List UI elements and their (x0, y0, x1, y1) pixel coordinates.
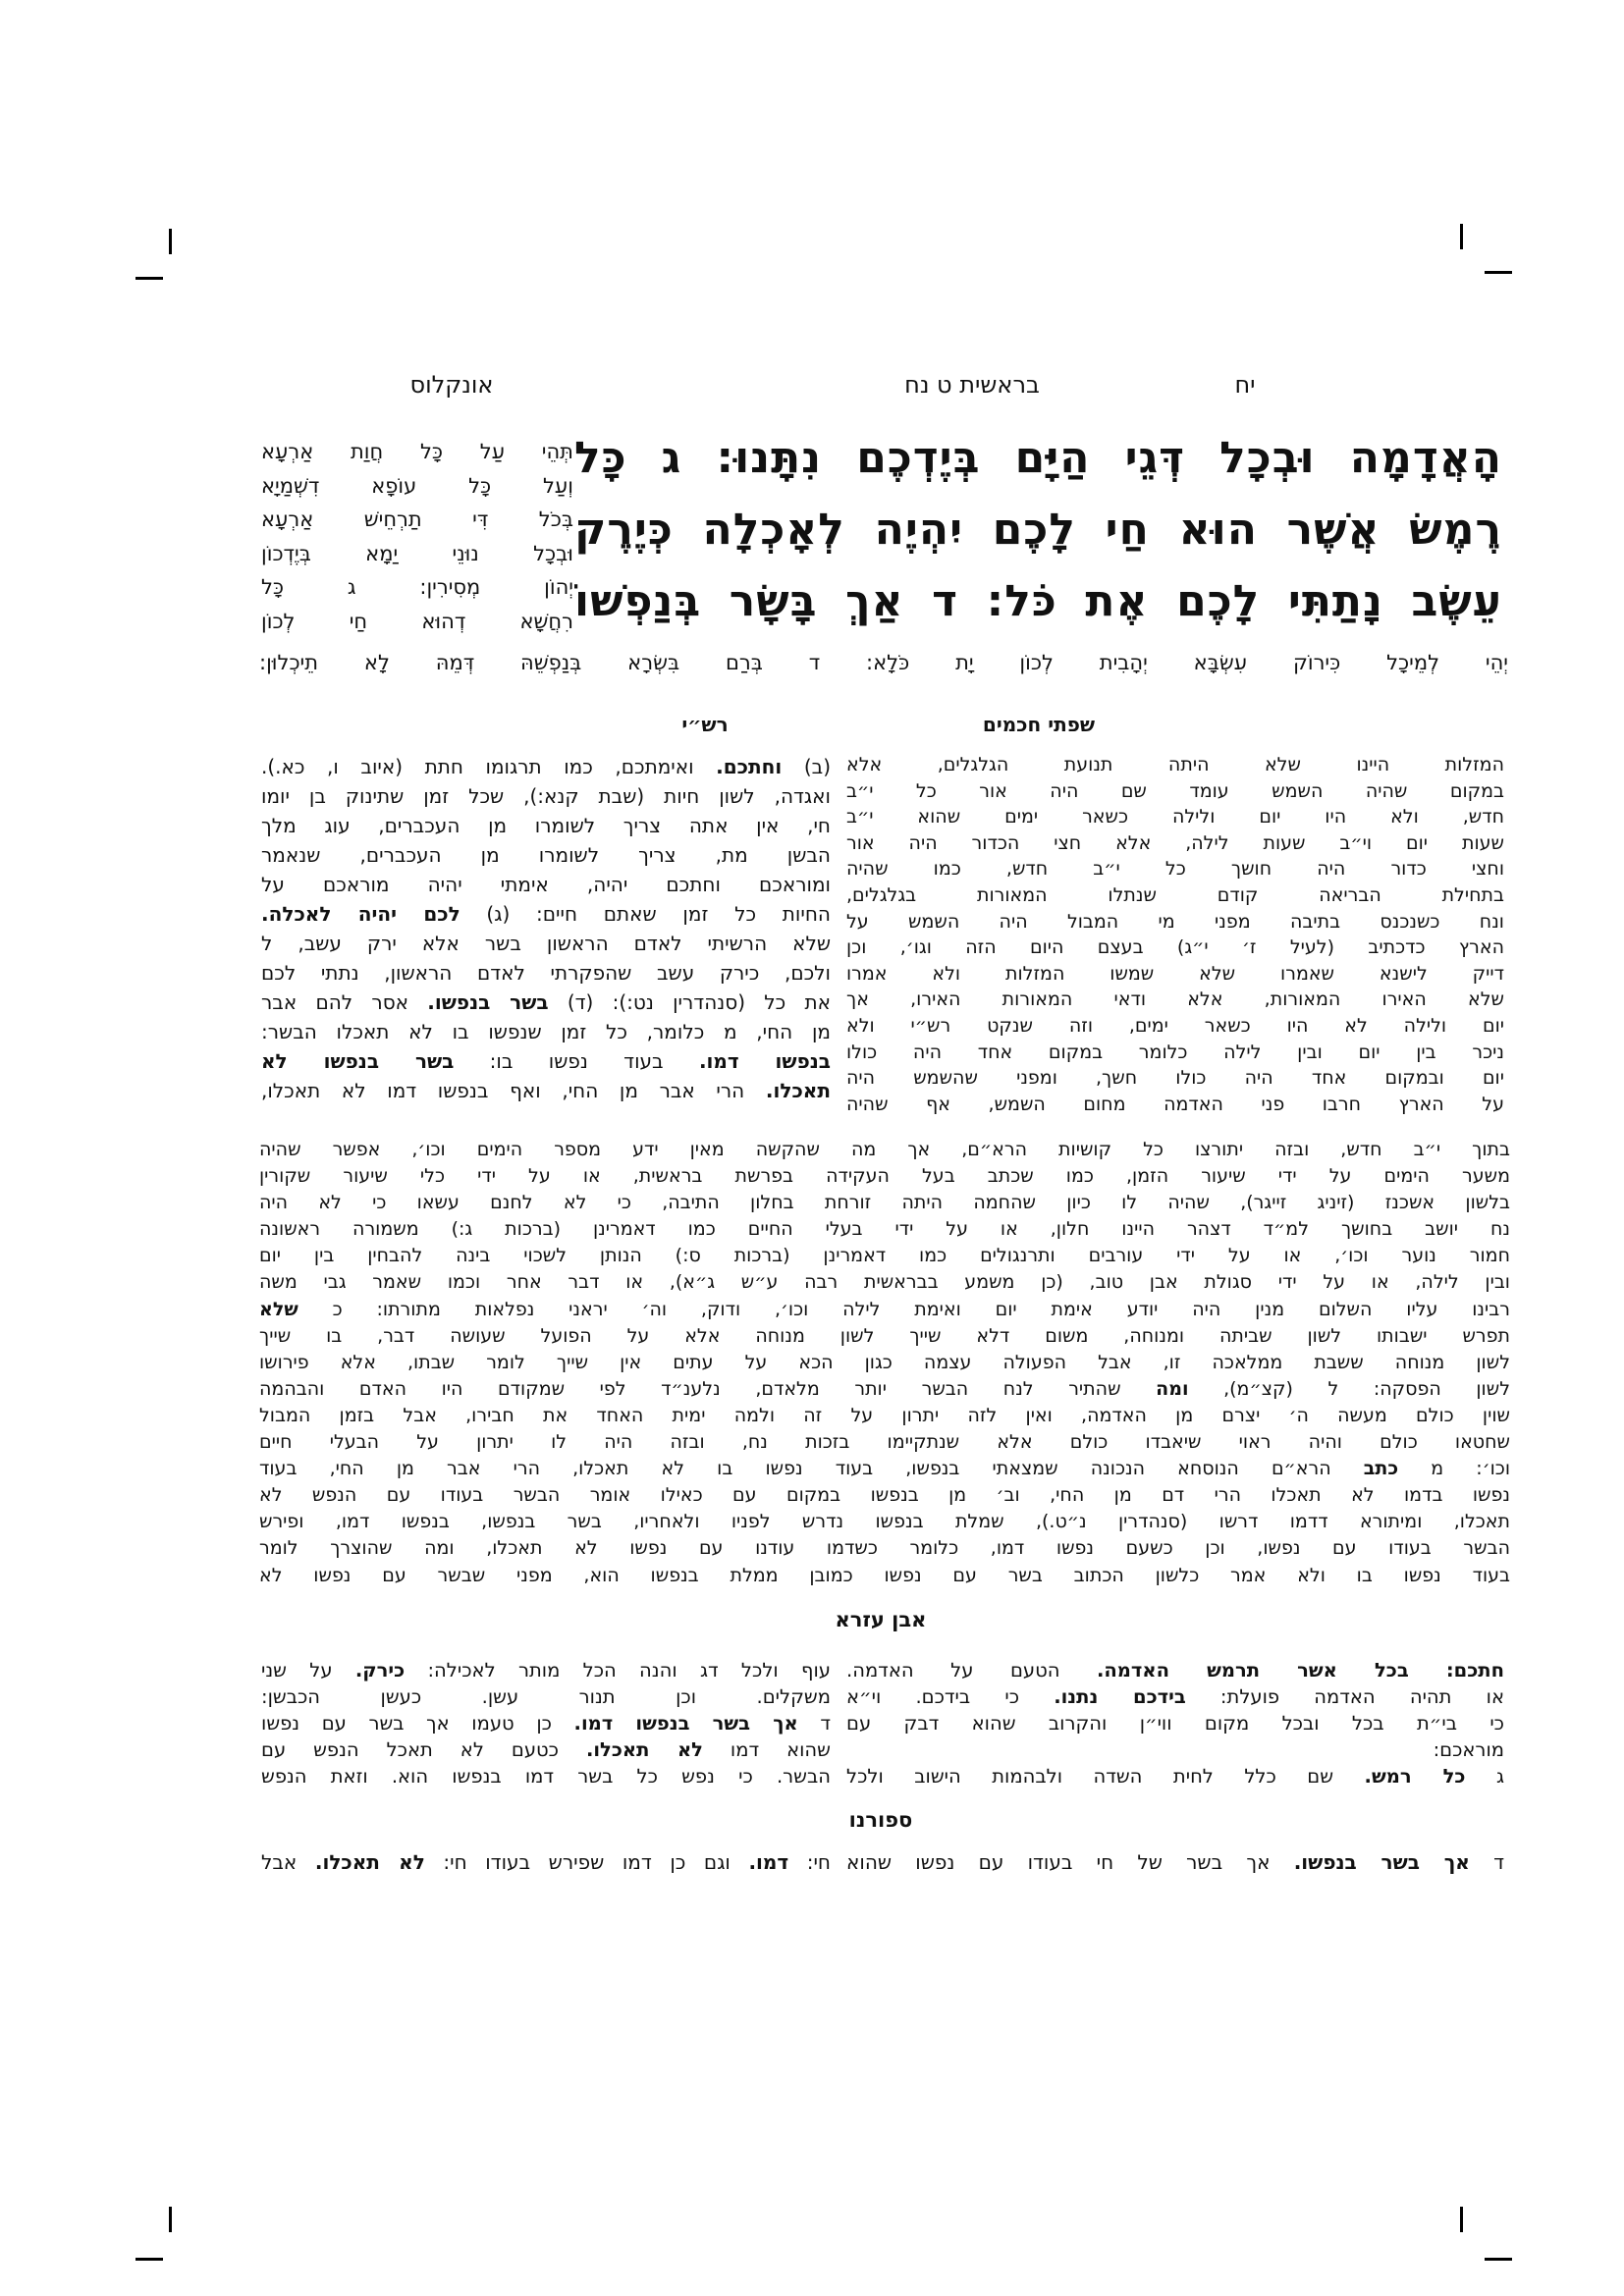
page-title: בראשית ט נח (904, 371, 1040, 399)
text-line: בתוך י״ב חדש, ובזה יתורצו כל קושיות הרא״ם, אך מה שהקשה מאין ידע מספר הימים וכו׳, אפשר שהיה (259, 1139, 1510, 1160)
torah-verse-text (574, 422, 1502, 637)
registration-mark-bottom-left-vertical (169, 2207, 172, 2232)
text-line: נפשו בדמו לא תאכלו הרי דם מן החי, וב׳ מן בנפשו במקום עם כאילו אומר הבשר בעודו עם הנפש לא (259, 1484, 1510, 1507)
text-line: בעוד נפשו בו ולא אמר כלשון הכתוב בשר עם נפשו כמובן ממלת בנפשו הוא, מפני שבשר עם נפשו לא (259, 1564, 1510, 1586)
text-line: לשון מנוחה ששבת ממלאכה זו, אבל הפעולה עצמה כגון הכא על עתים אין שייך לומר שבתו, אלא פירושו (259, 1351, 1510, 1373)
text-line: תאכלו, ומיתורא דדמו דרשו (סנהדרין נ״ט.), שמלת בנפשו נדרש לפניו ולאחריו, בשר בנפשו, בנפשו דמו, ופירש (259, 1511, 1510, 1533)
text-line: וּבְכָל נוּנֵי יַמָא בְּיֶדְכוֹן (261, 541, 573, 565)
sforno-header: ספורנו (848, 1808, 913, 1832)
registration-mark-bottom-right-horizontal (1485, 2258, 1512, 2261)
page-number: יח (1234, 371, 1256, 399)
text-line: חדש, ולא היו יום ולילה כשאר ימים שהוא י״ב (846, 806, 1504, 828)
text-line: דייק לישנא שאמרו שלא שמשו המזלות ולא אמרו (846, 962, 1504, 985)
text-line: יום ולילה לא היו כשאר ימים, וזה שנקט רש״י ולא (846, 1014, 1504, 1037)
text-line: מוראכם: (1433, 1738, 1504, 1761)
text-line: ניכר בין יום ובין לילה כלומר במקום אחד היה כולו (846, 1041, 1504, 1063)
registration-mark-top-left-horizontal (135, 277, 163, 280)
text-line: החיות כל זמן שאתם חיים: (ג) לכם יהיה לאכלה. (261, 902, 831, 926)
text-line: הָאֲדָמָה וּבְכָל דְּגֵי הַיָּם בְּיֶדְכֶם נִתָּנוּ: ג כָּל (574, 433, 1502, 483)
text-line: חי, אין אתה צריך לשומרו מן העכברים, עוג מלך (261, 814, 831, 837)
text-line: תאכלו. הרי אבר מן החי, ואף בנפשו דמו לא תאכלו, (261, 1079, 831, 1102)
text-line: וחצי כדור היה חושך כל י״ב חדש, כמו שהיה (846, 858, 1504, 881)
text-line: יְהוֹן מְסִירִין: ג כָּל (261, 575, 573, 599)
registration-mark-bottom-right-vertical (1460, 2207, 1463, 2232)
text-line: לשון הפסקה: ל (קצ״מ), ומה שהתיר לנח הבשר יותר מלאדם, נלענ״ד לפי שמקודם היו האדם והבהמה (259, 1377, 1510, 1400)
text-line: תפרש ישבותו לשון שביתה ומנוחה, משום דלא שייך לשון מנוחה אלא על הפועל שעושה דבר, בו שייך (259, 1324, 1510, 1347)
rashi-header: רש״י (681, 713, 729, 736)
text-line: (ב) וחתכם. ואימתכם, כמו תרגומו חתת (איוב ו, כא.). (261, 755, 831, 778)
text-line: על הארץ חרבו פני האדמה מחום השמש, אף שהיה (846, 1093, 1504, 1115)
text-line: שלא האירו המאורות, אלא ודאי המאורות האירו, אך (846, 988, 1504, 1011)
text-line: הבשר בעודו עם נפשו, וכן כשעם נפשו דמו, כלומר כשדמו עודנו עם נפשו לא תאכלו, ומה שהוצרך לומר (259, 1537, 1510, 1560)
text-line: וְעַל כָּל עוֹפָא דִשְׁמַיָא (261, 473, 573, 498)
siftei-chachamim-column (846, 752, 1504, 1117)
text-line: ולכם, כירק עשב שהפקרתי לאדם הראשון, נתתי לכם (261, 961, 831, 985)
registration-mark-bottom-left-horizontal (135, 2258, 163, 2261)
text-line: ונח כשנכנס בתיבה מפני מי המבול היה השמש על (846, 910, 1504, 933)
ibn-ezra-left-column (261, 1657, 831, 1789)
sforno-left-line: חי: דמו. וגם כן דמו שפירש בעודו חי: לא תאכלו. אבל (261, 1850, 831, 1874)
text-line: עֵשֶׂב נָתַתִּי לָכֶם אֶת כֹּל: ד אַךְ בָּשָׂר בְּנַפְשׁוֹ (574, 576, 1502, 626)
text-line: חמור נוער וכו׳, או על ידי עורבים ותרנגולים כמו דאמרינן (ברכות ס:) הנותן לשכוי בינה להבחין בין יום (259, 1245, 1510, 1267)
text-line: רִחֲשָׁא דְהוּא חַי לְכוֹן (261, 609, 573, 633)
text-line: יום ובמקום אחד היה כולו חשך, ומפני שהשמש היה (846, 1067, 1504, 1090)
text-line: משער הימים על ידי שיעור הזמן, כמו שכתב בעל העקידה בפרשת בראשית, או על ידי כלי שיעור שקורין (259, 1165, 1510, 1188)
text-line: הארץ כדכתיב (לעיל ז׳ י״ג) בעצם היום הזה וגו׳, וכן (846, 936, 1504, 959)
text-line: המזלות היינו שלא היתה תנועת הגלגלים, אלא (846, 754, 1504, 775)
text-line: ומוראכם וחתכם יהיה, אימתי יהיה מוראכם על (261, 873, 831, 896)
siftei-chachamim-header: שפתי חכמים (982, 713, 1096, 736)
text-line: כי בי״ת בכל ובכל מקום ווי״ן והקרוב שהוא דבק עם (846, 1712, 1504, 1735)
text-line: במקום שהיה השמש עומד שם היה אור כל י״ב (846, 779, 1504, 802)
text-line: עוף ולכל דג והנה הכל מותר לאכילה: כירק. על שני (261, 1659, 831, 1682)
text-line: הבשן מת, צריך לשומרו מן העכברים, שנאמר (261, 843, 831, 867)
rashi-column (261, 752, 831, 1105)
registration-mark-top-right-vertical (1460, 224, 1463, 249)
text-line: ובין לילה, או על ידי סגולת אבן טוב, (כן משמע בבראשית רבה ע״ש ג״א), או דבר אחר וכמו שאמר גבי משה (259, 1271, 1510, 1294)
text-line: שחטאו כולם והיה ראוי שיאבדו כולם אלא שנתקיימו בזכות נח, ובזה היה לו יתרון על הבעלי חיים (259, 1431, 1510, 1454)
ibn-ezra-right-column (846, 1657, 1504, 1789)
text-line: שוין כולם מעשה ה׳ יצרם מן האדמה, ואין לזה יתרון על זה ולמה ימית האחד את חבירו, אבל בזמן המבול (259, 1404, 1510, 1426)
registration-mark-top-right-horizontal (1485, 271, 1512, 274)
text-line: הבשר. כי נפש כל בשר דמו בנפשו הוא. וזאת הנפש (261, 1765, 831, 1788)
text-line: רֶמֶשׂ אֲשֶׁר הוּא חַי לָכֶם יִהְיֶה לְאָכְלָה כְּיֶרֶק (574, 505, 1502, 555)
text-line: ואגדה, לשון חיות (שבת קנא:), שכל זמן שתינוק בן יומו (261, 784, 831, 808)
ibn-ezra-header: אבן עזרא (835, 1608, 927, 1631)
text-line: משקלים. וכן תנור עשן. כעשן הכבשן: (261, 1685, 831, 1708)
text-line: שעות יום וי״ב שעות לילה, אלא חצי הכדור היה אור (846, 831, 1504, 854)
text-line: וכו׳: מ כתב הרא״ם הנוסחא הנכונה שמצאתי בנפשו, בעוד נפשו בו לא תאכלו, הרי אבר מן החי, בעוד (259, 1458, 1510, 1480)
text-line: שלא הרשיתי לאדם הראשון בשר אלא ירק עשב, ל (261, 932, 831, 955)
text-line: בלשון אשכנז (זיניג זייגר), שהיה לו כיון שהחמה היתה זורחת בחלון התיבה, כי לא לחנם עשאו כי לא היה (259, 1192, 1510, 1214)
text-line: מן החי, מ כלומר, כל זמן שנפשו בו לא תאכלו הבשר: (261, 1020, 831, 1043)
text-line: בְּכֹל דִּי תַרְחֵישׁ אַרְעָא (261, 507, 573, 531)
onkelos-column (261, 435, 573, 638)
text-line: בנפשו דמו. בעוד נפשו בו: בשר בנפשו לא (261, 1049, 831, 1073)
text-line: ד אך בשר בנפשו דמו. כן טעמו אך בשר עם נפשו (261, 1712, 831, 1735)
text-line: בתחילת הבריאה קודם שנתלו המאורות בגלגלים, (846, 883, 1504, 906)
text-line: ג כל רמש. שם כלל לחית השדה ולבהמות הישוב ולכל (846, 1765, 1504, 1788)
text-line: את כל (סנהדרין נט:): (ד) בשר בנפשו. אסר להם אבר (261, 990, 831, 1014)
onkelos-continuation-line: יְהֵי לְמֵיכָל כִּירוֹק עִשְׂבָּא יְהָבִית לְכוֹן יָת כֹּלָא: ד בְּרַם בִּשְׂרָא בְּנַפְשֵׁהּ דְּמֵהּ לָא תֵיכְלוּן: (259, 651, 1508, 674)
text-line: חתכם: בכל אשר תרמש האדמה. הטעם על האדמה. (846, 1659, 1504, 1682)
text-line: תְּהֵי עַל כָּל חֲוַת אַרְעָא (261, 440, 573, 463)
text-line: נח יושב בחושך למ״ד דצהר היינו חלון, או על ידי בעלי החיים כמו דאמרינן (ברכות ג:) משמורה ראשונה (259, 1218, 1510, 1241)
text-line: שהוא דמו לא תאכלו. כטעם לא תאכל הנפש עם (261, 1738, 831, 1761)
text-line: רבינו עליו השלום מנין היה יודע אימת יום ואימת לילה וכו׳, ודוק, וה׳ יראני נפלאות מתורתו: כ שלא (259, 1298, 1510, 1320)
targum-column-label: אונקלוס (409, 371, 494, 399)
registration-mark-top-left-vertical (169, 229, 172, 254)
siftei-chachamim-full-width (259, 1137, 1510, 1589)
sforno-right-line: ד אך בשר בנפשו. אך בשר של חי בעודו עם נפשו שהוא (846, 1850, 1504, 1874)
text-line: או תהיה האדמה פועלת: בידכם נתנו. כי בידכם. וי״א (846, 1685, 1504, 1708)
